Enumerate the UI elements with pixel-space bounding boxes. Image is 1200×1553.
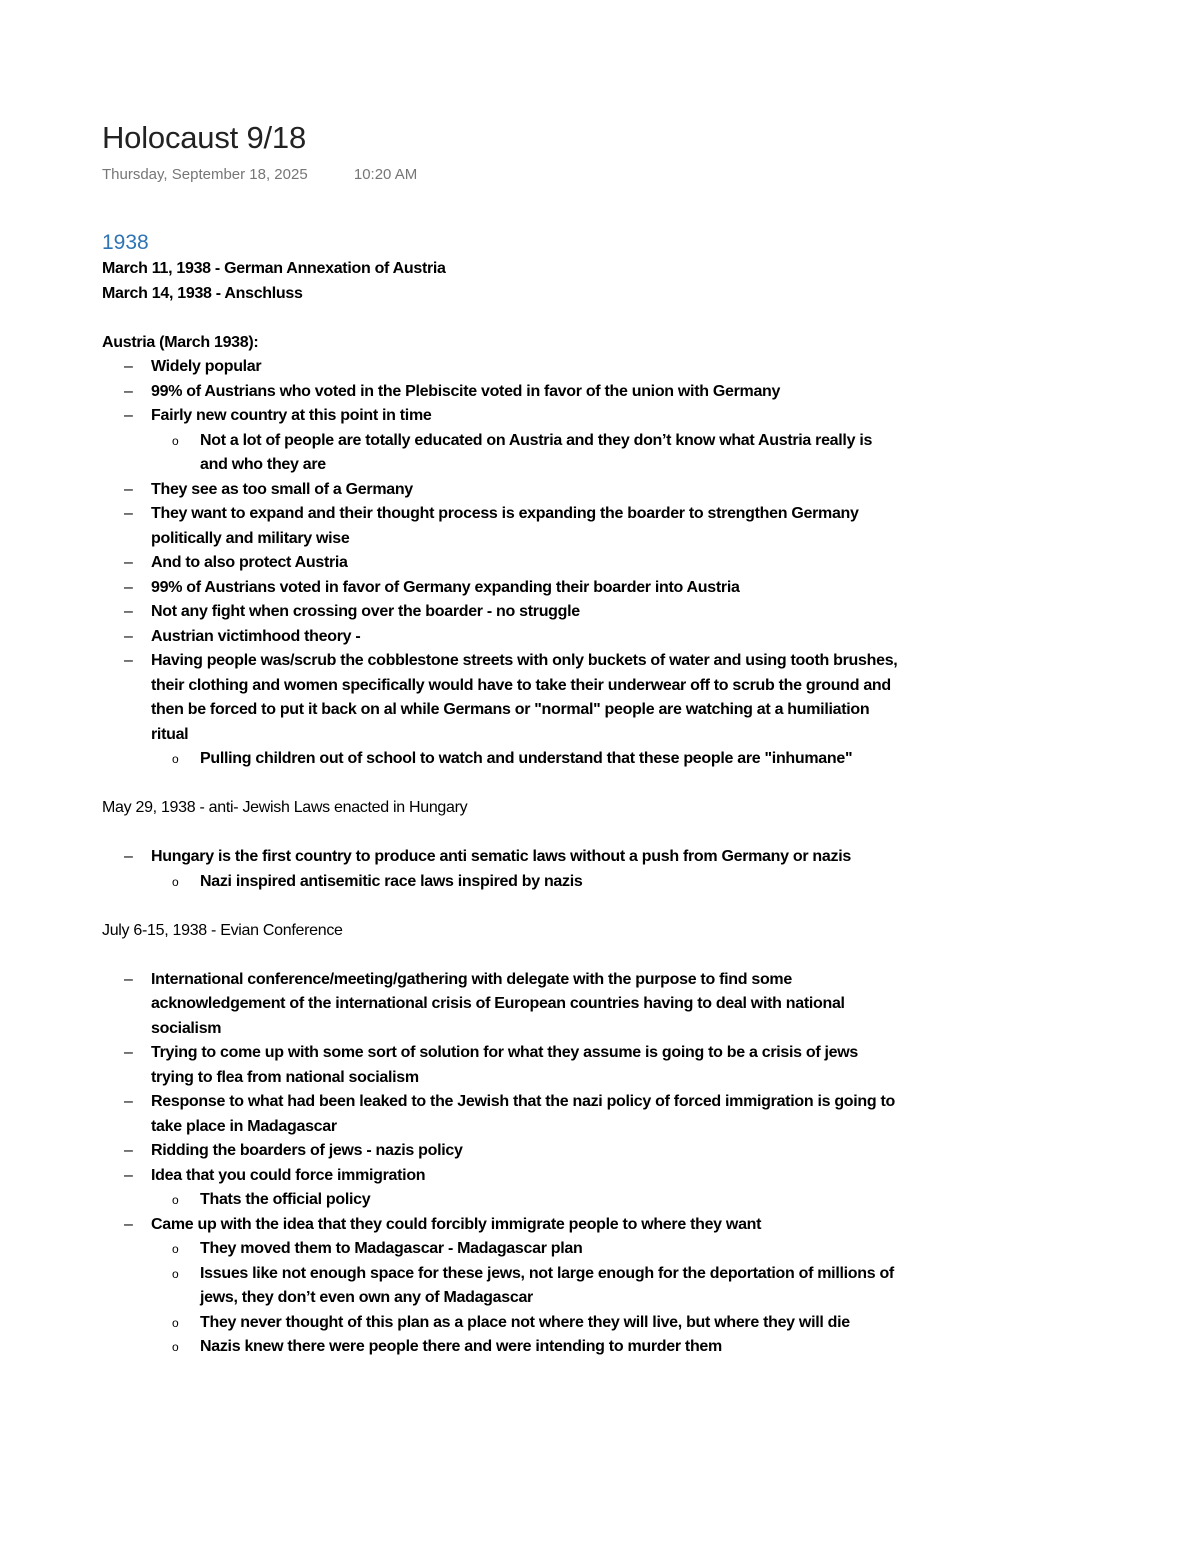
sub-list (151, 1188, 902, 1213)
list-item: – They want to expand and their thought process is expanding the boarder to strengthen Germany politically and military wise (102, 502, 902, 551)
sub-list (151, 870, 902, 895)
list-item: – Trying to come up with some sort of solution for what they assume is going to be a crisis of jews trying to flea from national socialism (102, 1041, 902, 1090)
list-item-text: Hungary is the first country to produce anti sematic laws without a push from Germany or nazis (151, 848, 851, 865)
page-meta (102, 164, 902, 186)
sub-list-item: o Nazi inspired antisemitic race laws inspired by nazis (151, 870, 902, 895)
list-item: – International conference/meeting/gathering with delegate with the purpose to find some acknowledgement of the international crisis of European countries having to deal with national socialism (102, 968, 902, 1042)
blank-line (102, 821, 902, 846)
annexation-line: March 11, 1938 - German Annexation of Austria (102, 260, 446, 277)
list-item: – Widely popular (102, 355, 902, 380)
anschluss-line: March 14, 1938 - Anschluss (102, 284, 303, 302)
list-item: – 99% of Austrians who voted in the Plebiscite voted in favor of the union with Germany (102, 380, 902, 405)
blank-line (102, 772, 902, 797)
list-item: – 99% of Austrians voted in favor of Germany expanding their boarder into Austria (102, 576, 902, 601)
sub-list-item: o They never thought of this plan as a place not where they will live, but where they will die (151, 1311, 902, 1336)
section-heading-1938[interactable]: 1938 (102, 231, 149, 254)
page-time: 10:20 AM (353, 166, 418, 183)
sub-list (151, 747, 902, 772)
austria-heading: Austria (March 1938): (102, 333, 259, 351)
page-date: Thursday, September 18, 2025 (102, 166, 308, 183)
list-item: – Ridding the boarders of jews - nazis policy (102, 1139, 902, 1164)
sub-list-item: o They moved them to Madagascar - Madagascar plan (151, 1237, 902, 1262)
sub-list-item: o Issues like not enough space for these jews, not large enough for the deportation of millions of jews, they don’t even own any of Madagascar (151, 1262, 902, 1311)
list-item (102, 404, 902, 478)
blank-line (102, 306, 902, 331)
list-item: – Response to what had been leaked to the Jewish that the nazi policy of forced immigration is going to take place in Madagascar (102, 1090, 902, 1139)
page-title[interactable]: Holocaust 9/18 (102, 120, 306, 155)
hungary-list (102, 845, 902, 894)
list-item: – Not any fight when crossing over the boarder - no struggle (102, 600, 902, 625)
list-item (102, 1213, 902, 1360)
sub-list-item: o Pulling children out of school to watch and understand that these people are "inhumane" (151, 747, 902, 772)
evian-list (102, 968, 902, 1360)
sub-list-item: o Nazis knew there were people there and were intending to murder them (151, 1335, 902, 1360)
blank-line (102, 894, 902, 919)
sub-list (151, 429, 902, 478)
blank-line (102, 943, 902, 968)
sub-list-item: o Thats the official policy (151, 1188, 902, 1213)
list-item-text: Idea that you could force immigration (151, 1166, 426, 1184)
list-item (102, 1164, 902, 1213)
list-item: – And to also protect Austria (102, 551, 902, 576)
list-item-text: Came up with the idea that they could forcibly immigrate people to where they want (151, 1215, 762, 1233)
hungary-heading: May 29, 1938 - anti- Jewish Laws enacted in Hungary (102, 799, 468, 816)
list-item (102, 845, 902, 894)
note-content[interactable] (102, 257, 902, 1360)
evian-heading: July 6-15, 1938 - Evian Conference (102, 921, 343, 939)
list-item: – Austrian victimhood theory - (102, 625, 902, 650)
list-item-text: Having people was/scrub the cobblestone streets with only buckets of water and using tooth brushes, their clothing and women specifically would have to take their underwear off to scrub the ground and then be forced to put it back on al while Germans or "normal" people are watching at a humiliation ritual (151, 652, 898, 743)
note-page (102, 118, 902, 1360)
sub-list-item: o Not a lot of people are totally educated on Austria and they don’t know what Austria really is and who they are (151, 429, 902, 478)
list-item-text: Fairly new country at this point in time (151, 407, 432, 424)
list-item (102, 649, 902, 772)
list-item: – They see as too small of a Germany (102, 478, 902, 503)
austria-list (102, 355, 902, 772)
sub-list (151, 1237, 902, 1360)
